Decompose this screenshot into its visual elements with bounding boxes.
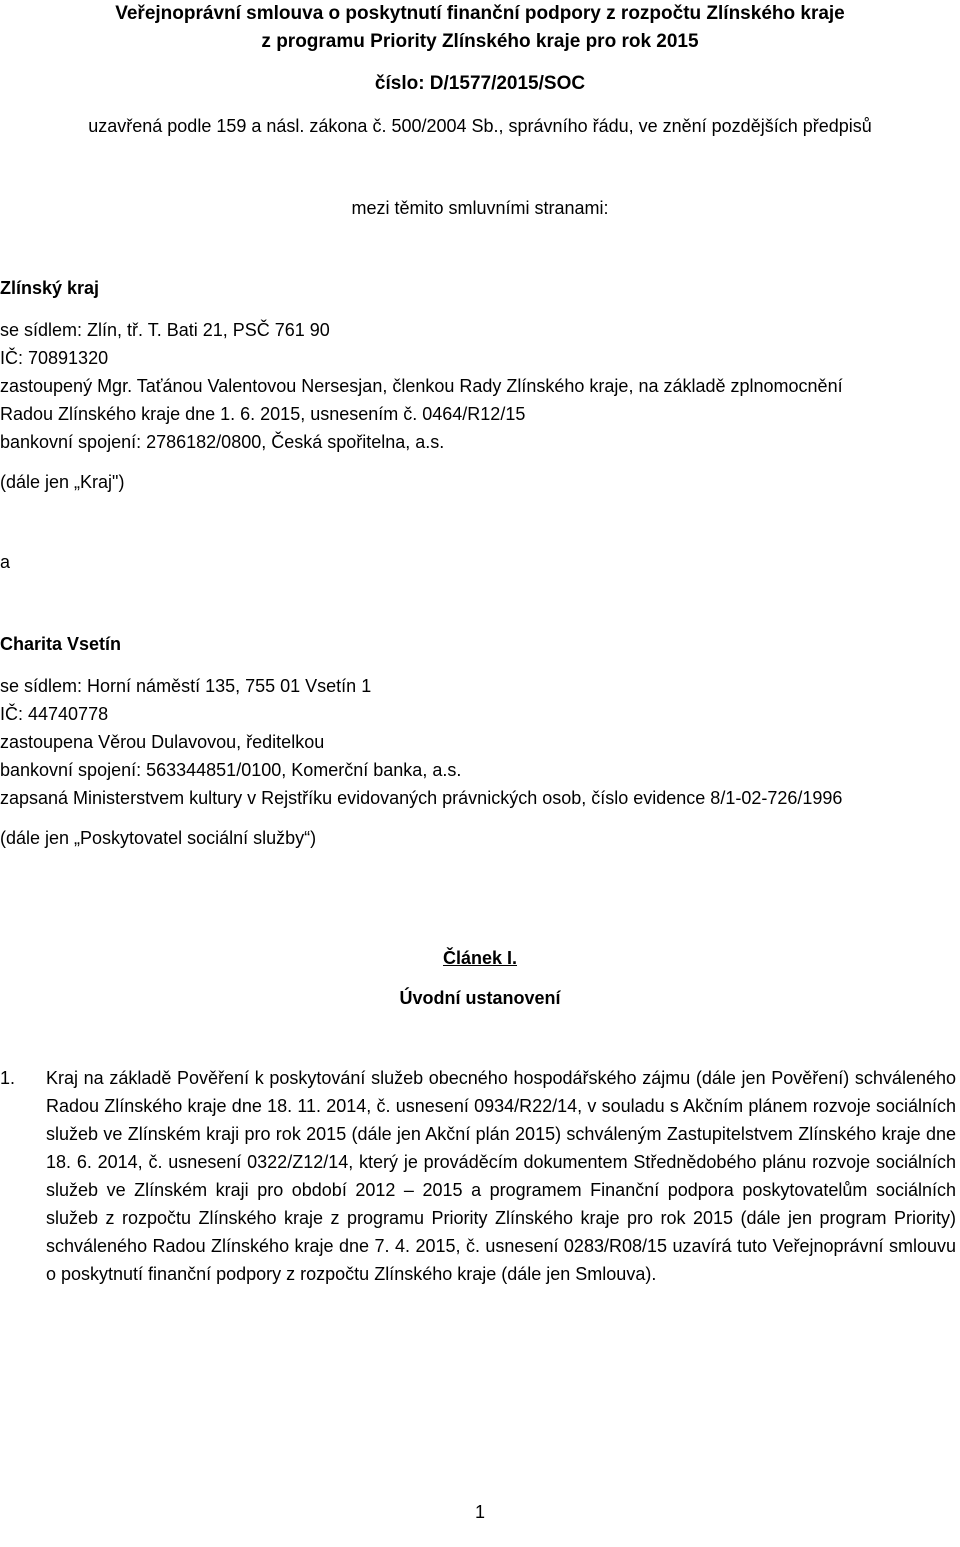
party1-alias: (dále jen „Kraj")	[0, 472, 125, 492]
legal-basis: uzavřená podle 159 a násl. zákona č. 500/2004 Sb., správního řádu, ve znění pozdějších předpisů	[88, 116, 872, 136]
article-number-text: Článek I.	[442, 948, 518, 968]
between-parties-label: mezi těmito smluvními stranami:	[351, 198, 609, 218]
party2-registered: zapsaná Ministerstvem kultury v Rejstříku evidovaných právnických osob, číslo evidence 8/1-02-726/1996	[0, 788, 843, 808]
paragraph-1-number: 1.	[0, 1068, 16, 1088]
page-number: 1	[474, 1502, 485, 1522]
party1-represented-line-2: Radou Zlínského kraje dne 1. 6. 2015, usnesením č. 0464/R12/15	[0, 404, 526, 424]
party2-bank: bankovní spojení: 563344851/0100, Komerční banka, a.s.	[0, 760, 462, 780]
article-heading: Úvodní ustanovení	[399, 988, 561, 1008]
party1-seat: se sídlem: Zlín, tř. T. Bati 21, PSČ 761 90	[0, 320, 330, 340]
contract-title-line-2: z programu Priority Zlínského kraje pro rok 2015	[261, 31, 699, 52]
party1-represented-line-1: zastoupený Mgr. Taťánou Valentovou Nersesjan, členkou Rady Zlínského kraje, na základě zplnomocnění	[0, 376, 843, 396]
article-number	[0, 944, 960, 972]
party2-represented: zastoupena Věrou Dulavovou, ředitelkou	[0, 732, 325, 752]
party2-seat: se sídlem: Horní náměstí 135, 755 01 Vsetín 1	[0, 676, 372, 696]
paragraph-1-text: Kraj na základě Pověření k poskytování služeb obecného hospodářského zájmu (dále jen Pověření) schváleného Radou Zlínského kraje dne 18. 11. 2014, č. usnesení 0934/R22/14, v souladu s Akčním plánem rozvoje sociálních služeb ve Zlínském kraji pro rok 2015 (dále jen Akční plán 2015) schváleným Zastupitelstvem Zlínského kraje dne 18. 6. 2014, č. usnesení 0322/Z12/14, který je prováděcím dokumentem Střednědobého plánu rozvoje sociálních služeb ve Zlínském kraji pro období 2012 – 2015 a programem Finanční podpora poskytovatelům sociálních služeb z rozpočtu Zlínského kraje z programu Priority Zlínského kraje pro rok 2015 (dále jen program Priority) schváleného Radou Zlínského kraje dne 7. 4. 2015, č. usnesení 0283/R08/15 uzavírá tuto Veřejnoprávní smlouvu o poskytnutí finanční podpory z rozpočtu Zlínského kraje (dále jen Smlouva).	[46, 1068, 956, 1284]
party1-bank: bankovní spojení: 2786182/0800, Česká spořitelna, a.s.	[0, 432, 445, 452]
conjunction: a	[0, 552, 11, 572]
contract-number: číslo: D/1577/2015/SOC	[374, 73, 586, 94]
party2-name: Charita Vsetín	[0, 634, 122, 654]
party1-ic: IČ: 70891320	[0, 348, 109, 368]
party1-name: Zlínský kraj	[0, 278, 100, 298]
party2-ic: IČ: 44740778	[0, 704, 109, 724]
contract-title-line-1: Veřejnoprávní smlouva o poskytnutí finanční podpory z rozpočtu Zlínského kraje	[115, 3, 845, 24]
party2-alias: (dále jen „Poskytovatel sociální služby“)	[0, 828, 317, 848]
